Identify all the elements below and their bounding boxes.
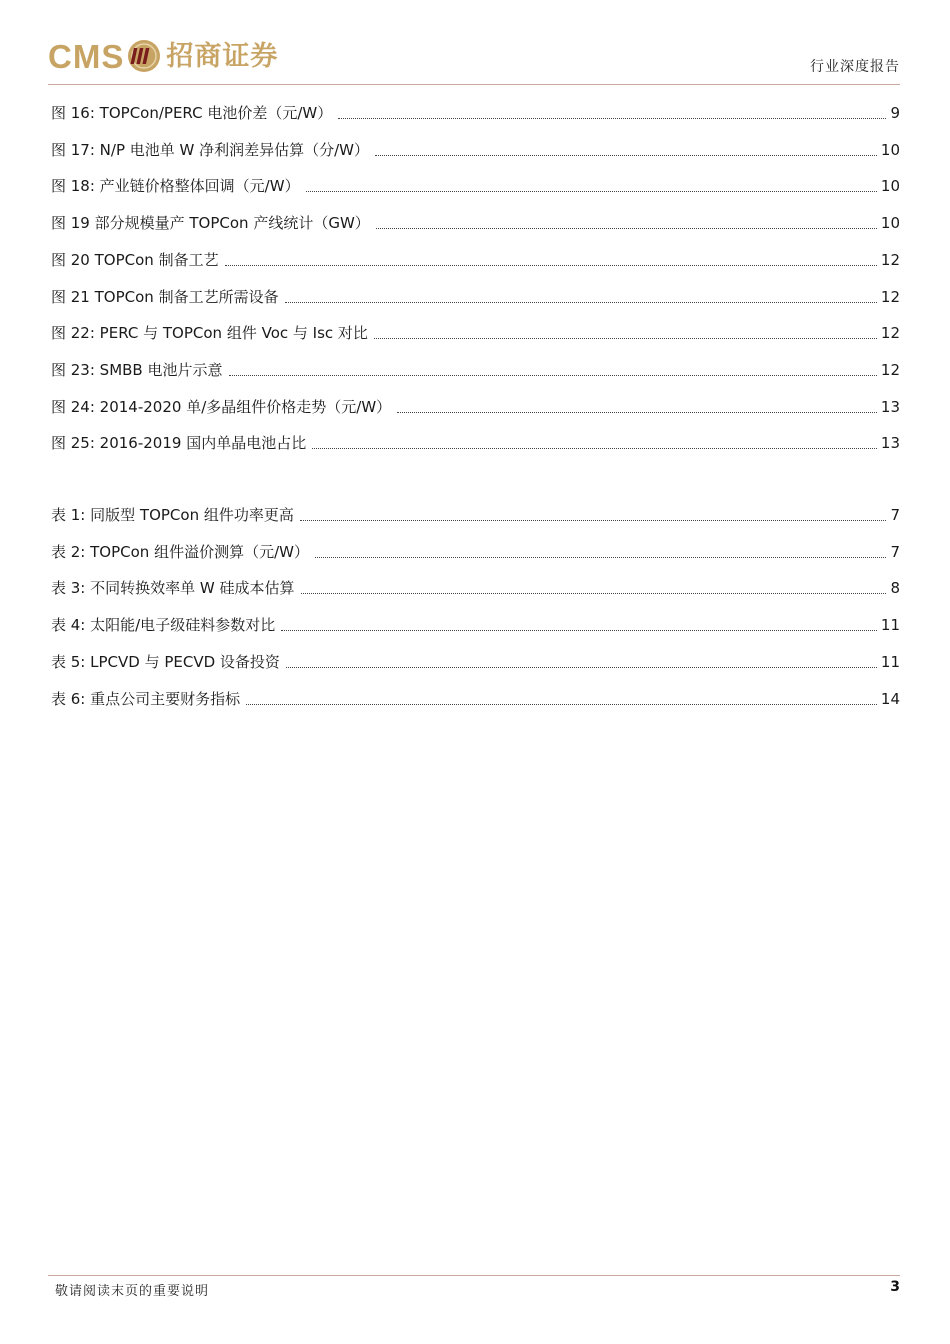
table-entry[interactable] — [51, 652, 900, 672]
table-entry[interactable] — [51, 578, 900, 598]
figure-entry[interactable] — [51, 140, 900, 160]
figure-entry[interactable] — [51, 360, 900, 380]
dot-leader — [376, 227, 877, 229]
header-divider — [48, 84, 900, 85]
figure-entry-title: 图 18: 产业链价格整体回调（元/W） — [51, 177, 300, 196]
table-entry-title: 表 3: 不同转换效率单 W 硅成本估算 — [51, 579, 295, 598]
dot-leader — [338, 117, 886, 119]
figure-entry-page: 10 — [880, 214, 900, 233]
logo-emblem-icon — [126, 38, 162, 74]
table-entry[interactable] — [51, 615, 900, 635]
figure-entry[interactable] — [51, 103, 900, 123]
figure-entry[interactable] — [51, 397, 900, 417]
table-entry[interactable] — [51, 542, 900, 562]
dot-leader — [229, 374, 877, 376]
table-entry-page: 7 — [890, 542, 900, 561]
figure-entry-title: 图 20 TOPCon 制备工艺 — [51, 250, 219, 269]
dot-leader — [375, 154, 877, 156]
dot-leader — [397, 411, 877, 413]
figure-entry[interactable] — [51, 433, 900, 453]
figure-entry-title: 图 25: 2016-2019 国内单晶电池占比 — [51, 434, 307, 453]
table-entry-title: 表 2: TOPCon 组件溢价测算（元/W） — [51, 542, 309, 561]
dot-leader — [312, 447, 877, 449]
table-entry-title: 表 4: 太阳能/电子级硅料参数对比 — [51, 616, 276, 635]
figure-entry[interactable] — [51, 213, 900, 233]
figure-entry-page: 10 — [880, 140, 900, 159]
dot-leader — [306, 190, 877, 192]
page-number: 3 — [890, 1279, 900, 1295]
dot-leader — [225, 264, 877, 266]
figure-entry[interactable] — [51, 176, 900, 196]
dot-leader — [246, 703, 877, 705]
table-entry-page: 11 — [880, 652, 900, 671]
figure-entry-page: 13 — [880, 397, 900, 416]
table-entry[interactable] — [51, 505, 900, 525]
dot-leader — [315, 556, 886, 558]
figure-entry-title: 图 23: SMBB 电池片示意 — [51, 360, 223, 379]
dot-leader — [300, 519, 886, 521]
figure-entry-page: 9 — [890, 104, 900, 122]
table-entry-title: 表 1: 同版型 TOPCon 组件功率更高 — [51, 506, 294, 524]
figure-entry-title: 图 21 TOPCon 制备工艺所需设备 — [51, 287, 279, 306]
figure-entry-page: 10 — [880, 177, 900, 196]
figure-entry-page: 12 — [880, 250, 900, 269]
dot-leader — [281, 629, 877, 631]
cms-logo — [48, 34, 278, 78]
figure-entry-title: 图 24: 2014-2020 单/多晶组件价格走势（元/W） — [51, 397, 392, 416]
figure-entry[interactable] — [51, 250, 900, 270]
dot-leader — [374, 337, 877, 339]
dot-leader — [301, 592, 886, 594]
figure-entry-page: 13 — [880, 434, 900, 453]
dot-leader — [286, 666, 877, 668]
figure-entry-page: 12 — [880, 287, 900, 306]
table-entry-page: 14 — [880, 689, 900, 708]
table-entry-page: 8 — [890, 579, 900, 598]
report-type-label: 行业深度报告 — [810, 59, 900, 75]
disclaimer-note: 敬请阅读末页的重要说明 — [55, 1284, 210, 1299]
logo-chinese-text: 招商证券 — [166, 40, 279, 72]
figure-entry-title: 图 17: N/P 电池单 W 净利润差异估算（分/W） — [51, 140, 370, 159]
table-entry-title: 表 5: LPCVD 与 PECVD 设备投资 — [51, 652, 280, 671]
figure-entry-page: 12 — [880, 324, 900, 343]
table-entry[interactable] — [51, 689, 900, 709]
dot-leader — [285, 301, 877, 303]
logo-latin-text: CMS — [48, 37, 125, 75]
page-header — [48, 30, 900, 86]
table-entry-page: 7 — [890, 506, 900, 524]
figure-entry-page: 12 — [880, 360, 900, 379]
footer-divider — [48, 1275, 900, 1276]
figure-entry[interactable] — [51, 287, 900, 307]
table-entry-title: 表 6: 重点公司主要财务指标 — [51, 689, 241, 708]
figure-entry-title: 图 19 部分规模量产 TOPCon 产线统计（GW） — [51, 214, 370, 233]
figure-entry-title: 图 22: PERC 与 TOPCon 组件 Voc 与 Isc 对比 — [51, 324, 368, 343]
table-entry-page: 11 — [880, 616, 900, 635]
figure-entry[interactable] — [51, 323, 900, 343]
figure-entry-title: 图 16: TOPCon/PERC 电池价差（元/W） — [51, 104, 333, 122]
